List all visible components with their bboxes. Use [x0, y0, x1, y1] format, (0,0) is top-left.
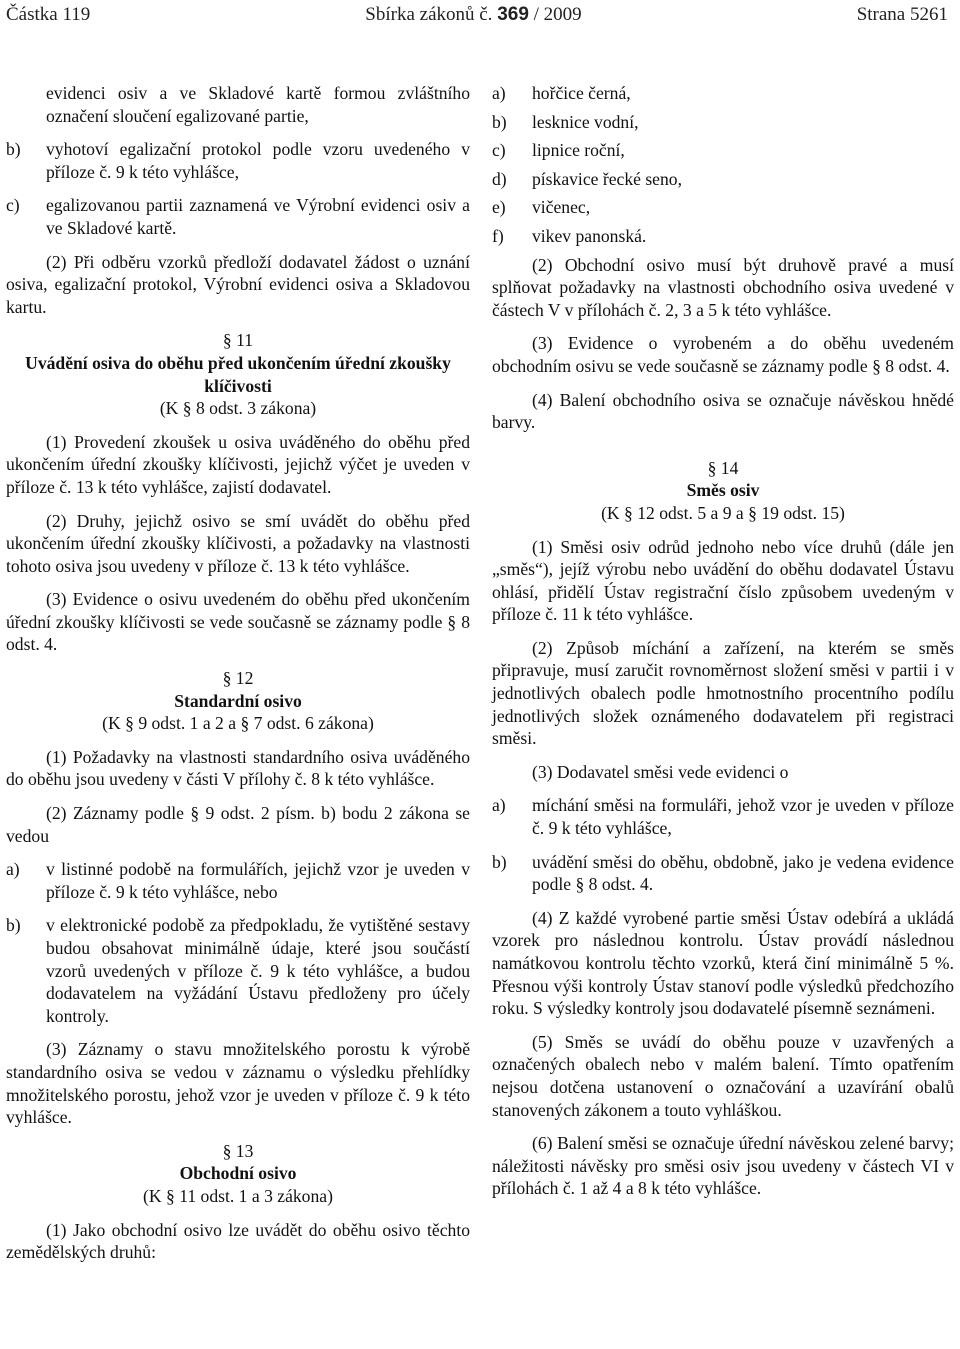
- item-label: b): [6, 915, 21, 936]
- list-item: [492, 168, 954, 191]
- paragraph: (4) Balení obchodního osiva se označuje návěskou hnědé barvy.: [492, 389, 954, 433]
- list-item: [6, 914, 470, 1027]
- list-item: [492, 82, 954, 105]
- list-item: [6, 194, 470, 239]
- header-issue: Částka 119: [6, 4, 91, 25]
- right-column: [492, 82, 954, 1211]
- item-text: vyhotoví egalizační protokol podle vzoru uvedeného v příloze č. 9 k této vyhlášce,: [46, 139, 470, 182]
- item-text: vikev panonská.: [532, 225, 647, 246]
- item-text: egalizovanou partii zaznamená ve Výrobní evidenci osiv a ve Skladové kartě.: [46, 195, 470, 238]
- list-item: [6, 82, 470, 127]
- section-number: § 11: [222, 330, 254, 351]
- header-collection: [365, 4, 581, 27]
- section-reference: (K § 11 odst. 1 a 3 zákona): [143, 1185, 333, 1206]
- paragraph: (2) Způsob míchání a zařízení, na kterém se směs připravuje, musí zaručit rovnoměrnost složení směsi v partii i v jednotlivých obalech podle hmotnostního procentního podílu jednotlivých složek oznámeného dodavatelem při registraci směsi.: [492, 637, 954, 749]
- section-number: § 14: [707, 457, 739, 478]
- list-item: [6, 858, 470, 903]
- paragraph: (2) Při odběru vzorků předloží dodavatel žádost o uznání osiva, egalizační protokol, Výrobní evidenci osiva a Skladovou kartu.: [6, 251, 470, 317]
- item-label: e): [492, 197, 506, 218]
- list-item: [492, 139, 954, 162]
- header-year: / 2009: [533, 4, 582, 25]
- item-label: b): [492, 111, 507, 132]
- item-label: c): [492, 140, 506, 161]
- item-text: evidenci osiv a ve Skladové kartě formou zvláštního označení sloučení egalizované partie,: [46, 83, 470, 126]
- page-header: [6, 4, 948, 30]
- item-text: uvádění směsi do oběhu, obdobně, jako je vedena evidence podle § 8 odst. 4.: [532, 851, 954, 895]
- item-label: [6, 82, 46, 127]
- item-label: b): [492, 851, 507, 872]
- paragraph: (1) Provedení zkoušek u osiva uváděného do oběhu před ukončením úřední zkoušky klíčivosti, jejichž výčet je uveden v příloze č. 13 k této vyhlášce, zajistí dodavatel.: [6, 431, 470, 497]
- paragraph: (2) Druhy, jejichž osivo se smí uvádět do oběhu před ukončením úřední zkoušky klíčivosti, a požadavky na vlastnosti tohoto osiva jsou uvedeny v příloze č. 13 k této vyhlášce.: [6, 510, 470, 576]
- list-item: [492, 225, 954, 248]
- item-label: f): [492, 225, 504, 246]
- item-label: a): [492, 83, 506, 103]
- paragraph: (2) Obchodní osivo musí být druhově pravé a musí splňovat požadavky na vlastnosti obchodního osiva uvedené v částech V v přílohách č. 2, 3 a 5 k této vyhlášce.: [492, 254, 954, 320]
- list-item: [6, 138, 470, 183]
- paragraph: (1) Jako obchodní osivo lze uvádět do oběhu osivo těchto zemědělských druhů:: [6, 1219, 470, 1263]
- list-item: [492, 794, 954, 839]
- section-reference: (K § 8 odst. 3 zákona): [159, 398, 317, 419]
- item-text: lipnice roční,: [532, 140, 625, 161]
- item-label: a): [492, 795, 506, 816]
- section-reference: (K § 9 odst. 1 a 2 a § 7 odst. 6 zákona): [102, 713, 374, 734]
- item-label: c): [6, 195, 20, 216]
- item-text: lesknice vodní,: [532, 111, 639, 132]
- item-label: a): [6, 859, 20, 880]
- paragraph: (5) Směs se uvádí do oběhu pouze v uzavřených a označených obalech nebo v malém balení. Tímto opatřením nejsou dotčena ustanovení o označování a uzavírání obalů stanovených zákonem a touto vyhláškou.: [492, 1031, 954, 1120]
- paragraph: (1) Směsi osiv odrůd jednoho nebo více druhů (dále jen „směs“), jejíž výrobu nebo uvádění do oběhu dodavatel Ústavu ohlásí, přidělí Ústav registrační číslo způsobem uvedeným v příloze č. 11 k této vyhlášce.: [492, 536, 954, 625]
- left-column: [6, 82, 470, 1275]
- species-list: [492, 82, 954, 248]
- paragraph: (3) Dodavatel směsi vede evidenci o: [532, 761, 789, 782]
- section-number: § 13: [222, 1140, 254, 1161]
- item-label: d): [492, 168, 507, 189]
- list-item: [492, 111, 954, 134]
- item-text: míchání směsi na formuláři, jehož vzor je uveden v příloze č. 9 k této vyhlášce,: [532, 795, 954, 839]
- item-text: hořčice černá,: [532, 83, 631, 103]
- item-text: pískavice řecké seno,: [532, 168, 682, 189]
- header-law-number: 369: [497, 4, 529, 25]
- paragraph: (3) Evidence o vyrobeném a do oběhu uvedeném obchodním osivu se vede současně se záznamy podle § 8 odst. 4.: [492, 333, 954, 376]
- item-text: v elektronické podobě za předpokladu, že vytištěné sestavy budou obsahovat minimálně údaje, které jsou součástí vzorů uvedených v příloze č. 9 k této vyhlášce, a budou dodavatelem na vyžádání Ústavu předloženy pro účely kontroly.: [46, 915, 470, 1026]
- paragraph: (3) Záznamy o stavu množitelského porostu k výrobě standardního osiva se vedou v záznamu o výsledku přehlídky množitelského porostu, jehož vzor je uveden v příloze č. 9 k této vyhlášce.: [6, 1039, 470, 1128]
- item-text: vičenec,: [532, 197, 591, 218]
- header-page: Strana 5261: [856, 4, 948, 25]
- item-label: b): [6, 139, 21, 160]
- section-title: Obchodní osivo: [179, 1163, 297, 1184]
- list-item: [492, 196, 954, 219]
- list-item: [492, 851, 954, 896]
- section-reference: (K § 12 odst. 5 a 9 a § 19 odst. 15): [601, 502, 845, 523]
- paragraph: (4) Z každé vyrobené partie směsi Ústav odebírá a ukládá vzorek pro následnou kontrolu. Ústav provádí následnou namátkovou kontrolu těchto vzorků, která činí minimálně 5 %. Přesnou výši kontroly Ústav stanoví podle výsledků předchozího roku. S výsledky kontroly jsou dodavatelé písemně seznámeni.: [492, 907, 954, 1019]
- paragraph: (1) Požadavky na vlastnosti standardního osiva uváděného do oběhu jsou uvedeny v části V přílohy č. 8 k této vyhlášce.: [6, 746, 470, 790]
- item-text: v listinné podobě na formulářích, jejichž vzor je uveden v příloze č. 9 k této vyhlášce, nebo: [46, 859, 470, 902]
- section-title: Standardní osivo: [174, 690, 302, 711]
- paragraph: (2) Záznamy podle § 9 odst. 2 písm. b) bodu 2 zákona se vedou: [6, 803, 470, 846]
- paragraph: (6) Balení směsi se označuje úřední návěskou zelené barvy; náležitosti návěsky pro směsi osiv jsou uvedeny v částech VI v přílohách č. 1 až 4 a 8 k této vyhlášce.: [492, 1133, 954, 1199]
- section-title: Uvádění osiva do oběhu před ukončením úřední zkoušky klíčivosti: [25, 352, 451, 396]
- paragraph: (3) Evidence o osivu uvedeném do oběhu před ukončením úřední zkoušky klíčivosti se vede současně se záznamy podle § 8 odst. 4.: [6, 589, 470, 655]
- header-collection-name: Sbírka zákonů č.: [365, 4, 493, 25]
- section-title: Směs osiv: [686, 480, 760, 501]
- section-number: § 12: [222, 668, 254, 689]
